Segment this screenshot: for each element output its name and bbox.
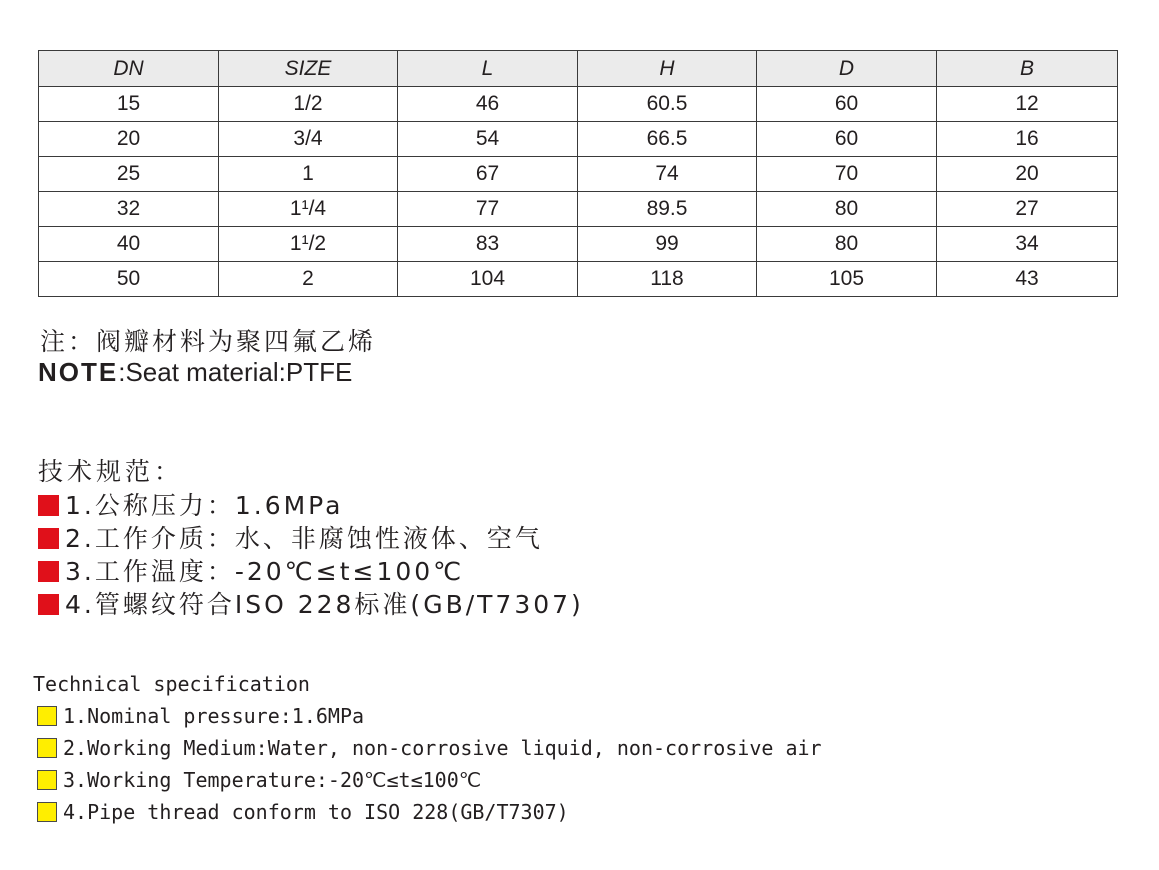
list-item xyxy=(33,796,822,828)
cell-b: 43 xyxy=(937,262,1118,297)
spec-en-item-text: 2.Working Medium:Water, non-corrosive liquid, non-corrosive air xyxy=(63,736,822,760)
list-item xyxy=(38,588,584,621)
cell-l: 104 xyxy=(398,262,578,297)
header-size: SIZE xyxy=(219,51,398,87)
spec-english xyxy=(33,668,822,828)
cell-b: 27 xyxy=(937,192,1118,227)
spec-cn-title: 技术规范： xyxy=(38,457,184,486)
list-item xyxy=(33,700,822,732)
cell-d: 60 xyxy=(757,122,937,157)
note-english xyxy=(38,357,352,388)
spec-en-item-text: 4.Pipe thread conform to ISO 228(GB/T7307) xyxy=(63,800,569,824)
spec-cn-item-text: 4.管螺纹符合ISO 228标准(GB/T7307) xyxy=(65,590,584,619)
table-row xyxy=(39,262,1118,297)
cell-l: 67 xyxy=(398,157,578,192)
list-item xyxy=(38,489,584,522)
list-item xyxy=(33,764,822,796)
cell-size: 1 xyxy=(219,157,398,192)
table-header-row xyxy=(39,51,1118,87)
spec-cn-list xyxy=(38,489,584,621)
cell-l: 83 xyxy=(398,227,578,262)
cell-size: 3/4 xyxy=(219,122,398,157)
cell-d: 80 xyxy=(757,227,937,262)
header-dn: DN xyxy=(39,51,219,87)
note-text: :Seat material:PTFE xyxy=(118,357,353,387)
table-row xyxy=(39,122,1118,157)
spec-en-title: Technical specification xyxy=(33,672,310,696)
cell-size: 2 xyxy=(219,262,398,297)
spec-en-list xyxy=(33,700,822,828)
yellow-square-bullet-icon xyxy=(37,706,57,726)
spec-cn-item-text: 2.工作介质：水、非腐蚀性液体、空气 xyxy=(65,524,543,553)
table-row xyxy=(39,192,1118,227)
cell-dn: 20 xyxy=(39,122,219,157)
cell-b: 12 xyxy=(937,87,1118,122)
cell-l: 46 xyxy=(398,87,578,122)
red-square-bullet-icon xyxy=(38,594,59,615)
spec-chinese xyxy=(38,455,584,621)
cell-dn: 40 xyxy=(39,227,219,262)
cell-l: 54 xyxy=(398,122,578,157)
red-square-bullet-icon xyxy=(38,561,59,582)
table-row xyxy=(39,87,1118,122)
header-l: L xyxy=(398,51,578,87)
table-row xyxy=(39,157,1118,192)
red-square-bullet-icon xyxy=(38,528,59,549)
cell-d: 80 xyxy=(757,192,937,227)
cell-l: 77 xyxy=(398,192,578,227)
cell-h: 99 xyxy=(578,227,757,262)
cell-h: 66.5 xyxy=(578,122,757,157)
header-h: H xyxy=(578,51,757,87)
list-item xyxy=(33,732,822,764)
table-row xyxy=(39,227,1118,262)
list-item xyxy=(38,555,584,588)
cell-d: 60 xyxy=(757,87,937,122)
cell-size: 1¹/2 xyxy=(219,227,398,262)
cell-b: 20 xyxy=(937,157,1118,192)
spec-cn-item-text: 1.公称压力：1.6MPa xyxy=(65,491,344,520)
cell-dn: 50 xyxy=(39,262,219,297)
spec-cn-item-text: 3.工作温度：-20℃≤t≤100℃ xyxy=(65,557,465,586)
list-item xyxy=(38,522,584,555)
red-square-bullet-icon xyxy=(38,495,59,516)
spec-en-item-text: 3.Working Temperature:-20℃≤t≤100℃ xyxy=(63,768,482,792)
cell-b: 16 xyxy=(937,122,1118,157)
cell-h: 89.5 xyxy=(578,192,757,227)
cell-size: 1¹/4 xyxy=(219,192,398,227)
cell-d: 70 xyxy=(757,157,937,192)
cell-dn: 32 xyxy=(39,192,219,227)
cell-b: 34 xyxy=(937,227,1118,262)
note-label: NOTE xyxy=(38,357,119,387)
yellow-square-bullet-icon xyxy=(37,770,57,790)
header-d: D xyxy=(757,51,937,87)
yellow-square-bullet-icon xyxy=(37,802,57,822)
note-chinese: 注：阀瓣材料为聚四氟乙烯 xyxy=(40,327,377,356)
spec-en-item-text: 1.Nominal pressure:1.6MPa xyxy=(63,704,365,728)
dimension-table xyxy=(38,50,1118,297)
cell-dn: 15 xyxy=(39,87,219,122)
yellow-square-bullet-icon xyxy=(37,738,57,758)
cell-size: 1/2 xyxy=(219,87,398,122)
cell-h: 74 xyxy=(578,157,757,192)
cell-h: 60.5 xyxy=(578,87,757,122)
header-b: B xyxy=(937,51,1118,87)
cell-d: 105 xyxy=(757,262,937,297)
cell-h: 118 xyxy=(578,262,757,297)
cell-dn: 25 xyxy=(39,157,219,192)
